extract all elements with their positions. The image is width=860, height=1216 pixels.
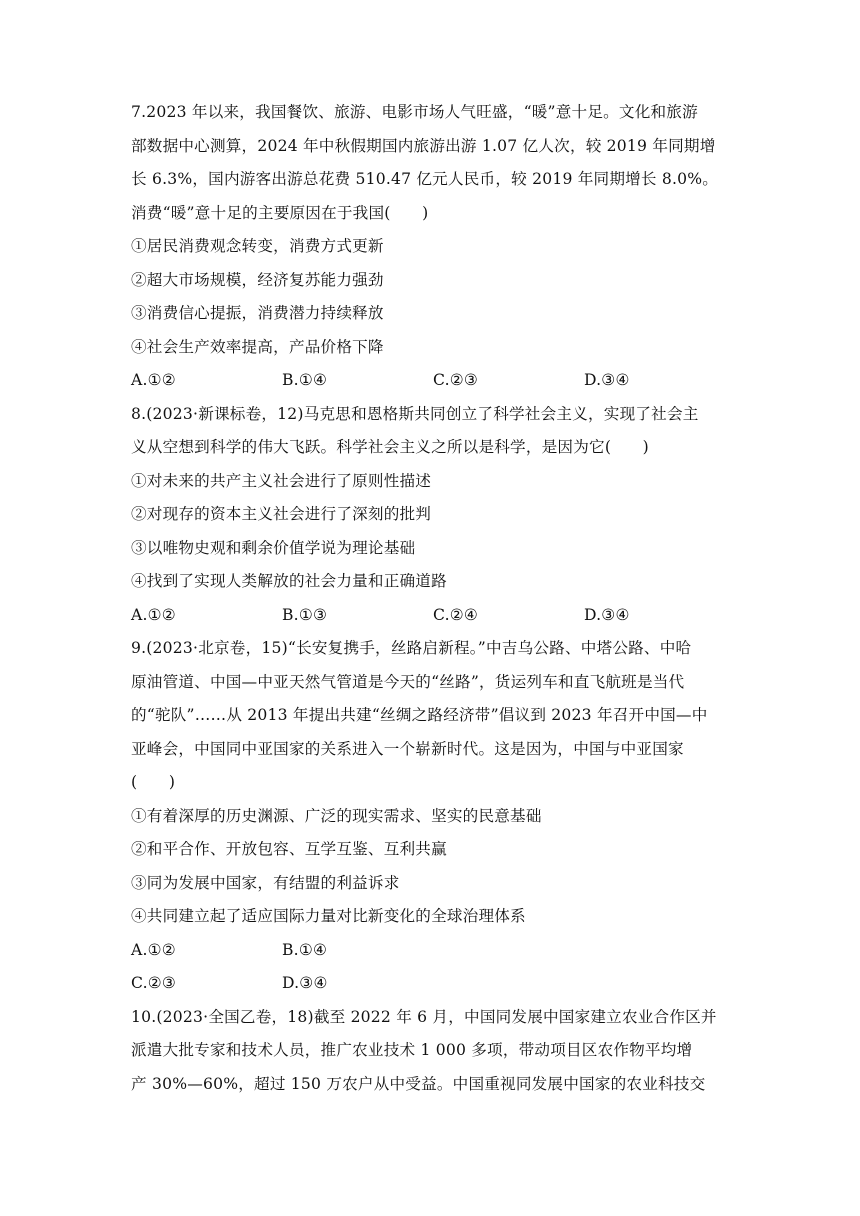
question-stem-line: 派遣大批专家和技术人员，推广农业技术 1 000 多项，带动项目区农作物平均增 [131, 1041, 693, 1059]
statement-2: ②超大市场规模，经济复苏能力强劲 [131, 270, 384, 289]
question-stem-line: 义从空想到科学的伟大飞跃。科学社会主义之所以是科学，是因为它( ) [131, 438, 649, 456]
question-8 [131, 398, 735, 633]
statement-3: ③消费信心提振，消费潜力持续释放 [131, 304, 384, 322]
question-stem-line: 原油管道、中国—中亚天然气管道是今天的“丝路”，货运列车和直飞航班是当代 [131, 672, 685, 691]
statement-3: ③以唯物史观和剩余价值学说为理论基础 [131, 538, 416, 557]
option-d[interactable]: D.③④ [282, 974, 328, 992]
question-stem-line: 9.(2023·北京卷，15)“长安复携手，丝路启新程。”中吉乌公路、中塔公路、中哈 [131, 639, 692, 657]
option-a[interactable]: A.①② [131, 940, 176, 959]
question-stem-line: 产 30%—60%，超过 150 万农户从中受益。中国重视同发展中国家的农业科技交 [131, 1074, 706, 1093]
answer-options [131, 599, 735, 633]
question-stem-line: 10.(2023·全国乙卷，18)截至 2022 年 6 月，中国同发展中国家建立农业合作区并 [131, 1007, 717, 1026]
option-a[interactable]: A.①② [131, 371, 176, 389]
statement-1: ①居民消费观念转变，消费方式更新 [131, 237, 384, 255]
question-10 [131, 1001, 735, 1102]
statement-2: ②和平合作、开放包容、互学互鉴、互利共赢 [131, 840, 447, 858]
option-b[interactable]: B.①④ [282, 371, 328, 389]
answer-options-row-1 [131, 934, 735, 968]
question-7 [131, 96, 735, 398]
statement-3: ③同为发展中国家，有结盟的利益诉求 [131, 873, 400, 892]
exam-page [131, 96, 735, 1101]
question-stem-line: 的“驼队”……从 2013 年提出共建“丝绸之路经济带”倡议到 2023 年召开中国—中 [131, 706, 708, 724]
question-stem-line: ( ) [131, 773, 176, 791]
option-c[interactable]: C.②③ [131, 974, 177, 992]
option-c[interactable]: C.②③ [433, 371, 479, 389]
question-stem-line: 部数据中心测算，2024 年中秋假期国内旅游出游 1.07 亿人次，较 2019 年同期增 [131, 136, 716, 155]
statement-4: ④找到了实现人类解放的社会力量和正确道路 [131, 572, 447, 590]
question-stem-line: 消费“暖”意十足的主要原因在于我国( ) [131, 203, 429, 222]
question-9 [131, 632, 735, 1001]
option-a[interactable]: A.①② [131, 605, 176, 624]
option-c[interactable]: C.②④ [433, 605, 479, 624]
statement-2: ②对现存的资本主义社会进行了深刻的批判 [131, 505, 432, 523]
question-stem-line: 8.(2023·新课标卷，12)马克思和恩格斯共同创立了科学社会主义，实现了社会主 [131, 404, 699, 423]
question-stem-line: 7.2023 年以来，我国餐饮、旅游、电影市场人气旺盛，“暖”意十足。文化和旅游 [131, 103, 698, 121]
option-b[interactable]: B.①④ [282, 940, 328, 959]
answer-options-row-2 [131, 967, 735, 1001]
question-stem-line: 亚峰会，中国同中亚国家的关系进入一个崭新时代。这是因为，中国与中亚国家 [131, 739, 684, 758]
statement-4: ④社会生产效率提高，产品价格下降 [131, 337, 384, 356]
option-d[interactable]: D.③④ [584, 605, 630, 624]
statement-1: ①对未来的共产主义社会进行了原则性描述 [131, 471, 432, 490]
statement-4: ④共同建立起了适应国际力量对比新变化的全球治理体系 [131, 907, 526, 925]
option-d[interactable]: D.③④ [584, 371, 630, 389]
question-stem-line: 长 6.3%，国内游客出游总花费 510.47 亿元人民币，较 2019 年同期增长 8.0%。 [131, 170, 719, 188]
answer-options [131, 364, 735, 398]
statement-1: ①有着深厚的历史渊源、广泛的现实需求、坚实的民意基础 [131, 806, 542, 825]
option-b[interactable]: B.①③ [282, 605, 328, 624]
